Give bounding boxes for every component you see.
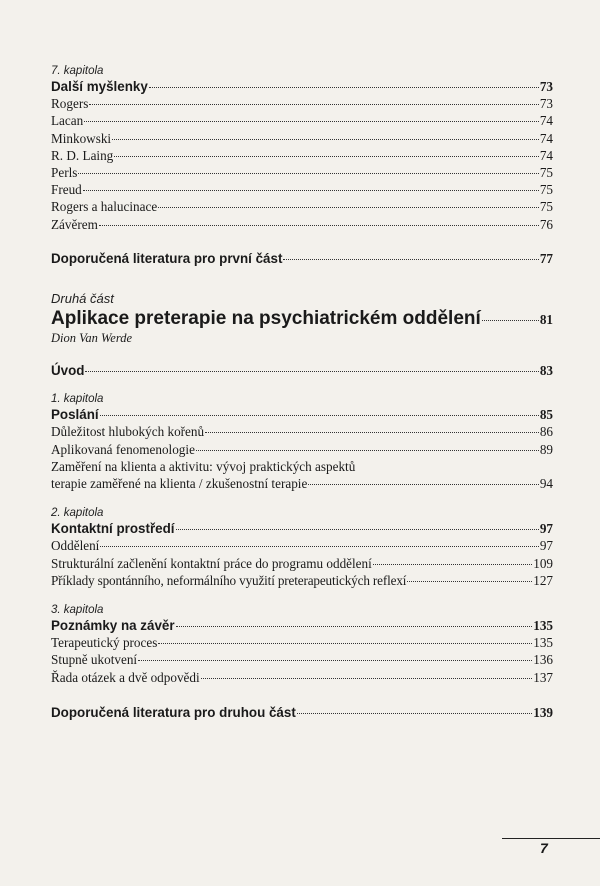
- dot-leader: [89, 104, 538, 105]
- dot-leader: [149, 87, 539, 88]
- entry-title: Důležitost hlubokých kořenů: [51, 424, 205, 440]
- entry-page: 127: [533, 572, 553, 588]
- dot-leader: [112, 139, 539, 140]
- entry-page: 74: [539, 113, 553, 129]
- toc-entry: [51, 669, 553, 686]
- dot-leader: [78, 173, 538, 174]
- entry-page: 83: [539, 363, 553, 379]
- page-number-rule: [502, 838, 600, 839]
- dot-leader: [297, 713, 532, 714]
- entry-page: 94: [539, 476, 553, 492]
- part-author: Dion Van Werde: [51, 331, 133, 346]
- toc-entry: [51, 441, 553, 458]
- entry-page: 81: [539, 312, 553, 328]
- entry-title: Doporučená literatura pro druhou část: [51, 704, 296, 720]
- toc-entry: [51, 198, 553, 215]
- entry-title: Rogers: [51, 96, 89, 112]
- chapter-label: 7. kapitola: [51, 65, 104, 77]
- dot-leader: [158, 207, 539, 208]
- toc-entry-literature: [51, 704, 553, 721]
- entry-title: Poslání: [51, 407, 99, 423]
- entry-title: Kontaktní prostředí: [51, 521, 175, 537]
- entry-title: Úvod: [51, 363, 85, 379]
- dot-leader: [85, 371, 538, 372]
- entry-title: Poznámky na závěr: [51, 618, 175, 634]
- entry-title: Oddělení: [51, 538, 100, 554]
- dot-leader: [205, 432, 539, 433]
- part-title: [51, 307, 553, 331]
- entry-page: 135: [533, 635, 553, 651]
- toc-entry-heading: [51, 406, 553, 423]
- entry-page: 137: [533, 669, 553, 685]
- toc-entry: [51, 95, 553, 112]
- entry-title: Aplikace preterapie na psychiatrickém oddělení: [51, 308, 481, 330]
- entry-title: Doporučená literatura pro první část: [51, 250, 283, 266]
- dot-leader: [283, 259, 538, 260]
- table-of-contents: [51, 64, 553, 721]
- toc-entry-heading: [51, 78, 553, 95]
- entry-page: 76: [539, 216, 553, 232]
- entry-page: 75: [539, 182, 553, 198]
- part-label: Druhá část: [51, 291, 114, 307]
- dot-leader: [83, 190, 539, 191]
- entry-title: Lacan: [51, 113, 84, 129]
- entry-title: Strukturální začlenění kontaktní práce do programu oddělení: [51, 555, 372, 571]
- entry-page: 75: [539, 165, 553, 181]
- dot-leader: [100, 546, 538, 547]
- entry-page: 109: [533, 555, 553, 571]
- dot-leader: [100, 415, 539, 416]
- dot-leader: [482, 320, 539, 321]
- entry-page: 136: [533, 652, 553, 668]
- toc-entry: [51, 130, 553, 147]
- entry-title: Aplikovaná fenomenologie: [51, 441, 195, 457]
- toc-entry: [51, 537, 553, 554]
- dot-leader: [176, 529, 539, 530]
- entry-title: Perls: [51, 165, 78, 181]
- toc-entry: [51, 112, 553, 129]
- toc-entry: [51, 147, 553, 164]
- entry-page: 135: [533, 618, 553, 634]
- entry-page: 139: [533, 704, 553, 720]
- toc-entry: [51, 634, 553, 651]
- entry-title: Stupně ukotvení: [51, 652, 138, 668]
- entry-title: Příklady spontánního, neformálního využití preterapeutických reflexí: [51, 572, 407, 588]
- dot-leader: [196, 450, 539, 451]
- dot-leader: [138, 660, 532, 661]
- toc-entry-literature: [51, 250, 553, 267]
- entry-page: 89: [539, 441, 553, 457]
- entry-title: Řada otázek a dvě odpovědi: [51, 669, 200, 685]
- dot-leader: [308, 484, 539, 485]
- toc-entry: [51, 651, 553, 668]
- entry-title: Závěrem: [51, 216, 98, 232]
- entry-title: Minkowski: [51, 130, 112, 146]
- toc-entry: [51, 572, 553, 589]
- chapter-label: 3. kapitola: [51, 604, 104, 617]
- entry-page: 97: [539, 538, 553, 554]
- entry-page: 74: [539, 130, 553, 146]
- dot-leader: [176, 626, 533, 627]
- toc-entry: [51, 423, 553, 440]
- dot-leader: [373, 564, 532, 565]
- entry-title: terapie zaměřené na klienta / zkušenostní terapie: [51, 476, 308, 492]
- toc-entry-line2: [51, 475, 553, 492]
- toc-entry-heading: [51, 520, 553, 537]
- entry-title: Další myšlenky: [51, 79, 148, 94]
- entry-title: Rogers a halucinace: [51, 199, 158, 215]
- entry-page: 86: [539, 424, 553, 440]
- toc-entry: [51, 164, 553, 181]
- toc-entry: [51, 555, 553, 572]
- dot-leader: [99, 225, 539, 226]
- entry-title: Terapeutický proces: [51, 635, 158, 651]
- dot-leader: [407, 581, 532, 582]
- toc-entry: [51, 216, 553, 233]
- page-number: 7: [540, 840, 548, 856]
- dot-leader: [201, 678, 533, 679]
- chapter-label: 1. kapitola: [51, 393, 104, 406]
- dot-leader: [114, 156, 539, 157]
- entry-page: 74: [539, 147, 553, 163]
- entry-page: 77: [539, 250, 553, 266]
- dot-leader: [84, 121, 539, 122]
- entry-page: 85: [539, 407, 553, 423]
- dot-leader: [158, 643, 532, 644]
- chapter-label: 2. kapitola: [51, 507, 104, 520]
- entry-page: 73: [539, 96, 553, 112]
- entry-page: 73: [539, 79, 553, 94]
- toc-entry-heading: [51, 617, 553, 634]
- toc-entry-intro: [51, 362, 553, 379]
- entry-page: 75: [539, 199, 553, 215]
- entry-title: R. D. Laing: [51, 147, 114, 163]
- entry-title: Freud: [51, 182, 82, 198]
- entry-page: 97: [539, 521, 553, 537]
- toc-entry: [51, 181, 553, 198]
- toc-entry-line1: Zaměření na klienta a aktivitu: vývoj praktických aspektů: [51, 458, 356, 474]
